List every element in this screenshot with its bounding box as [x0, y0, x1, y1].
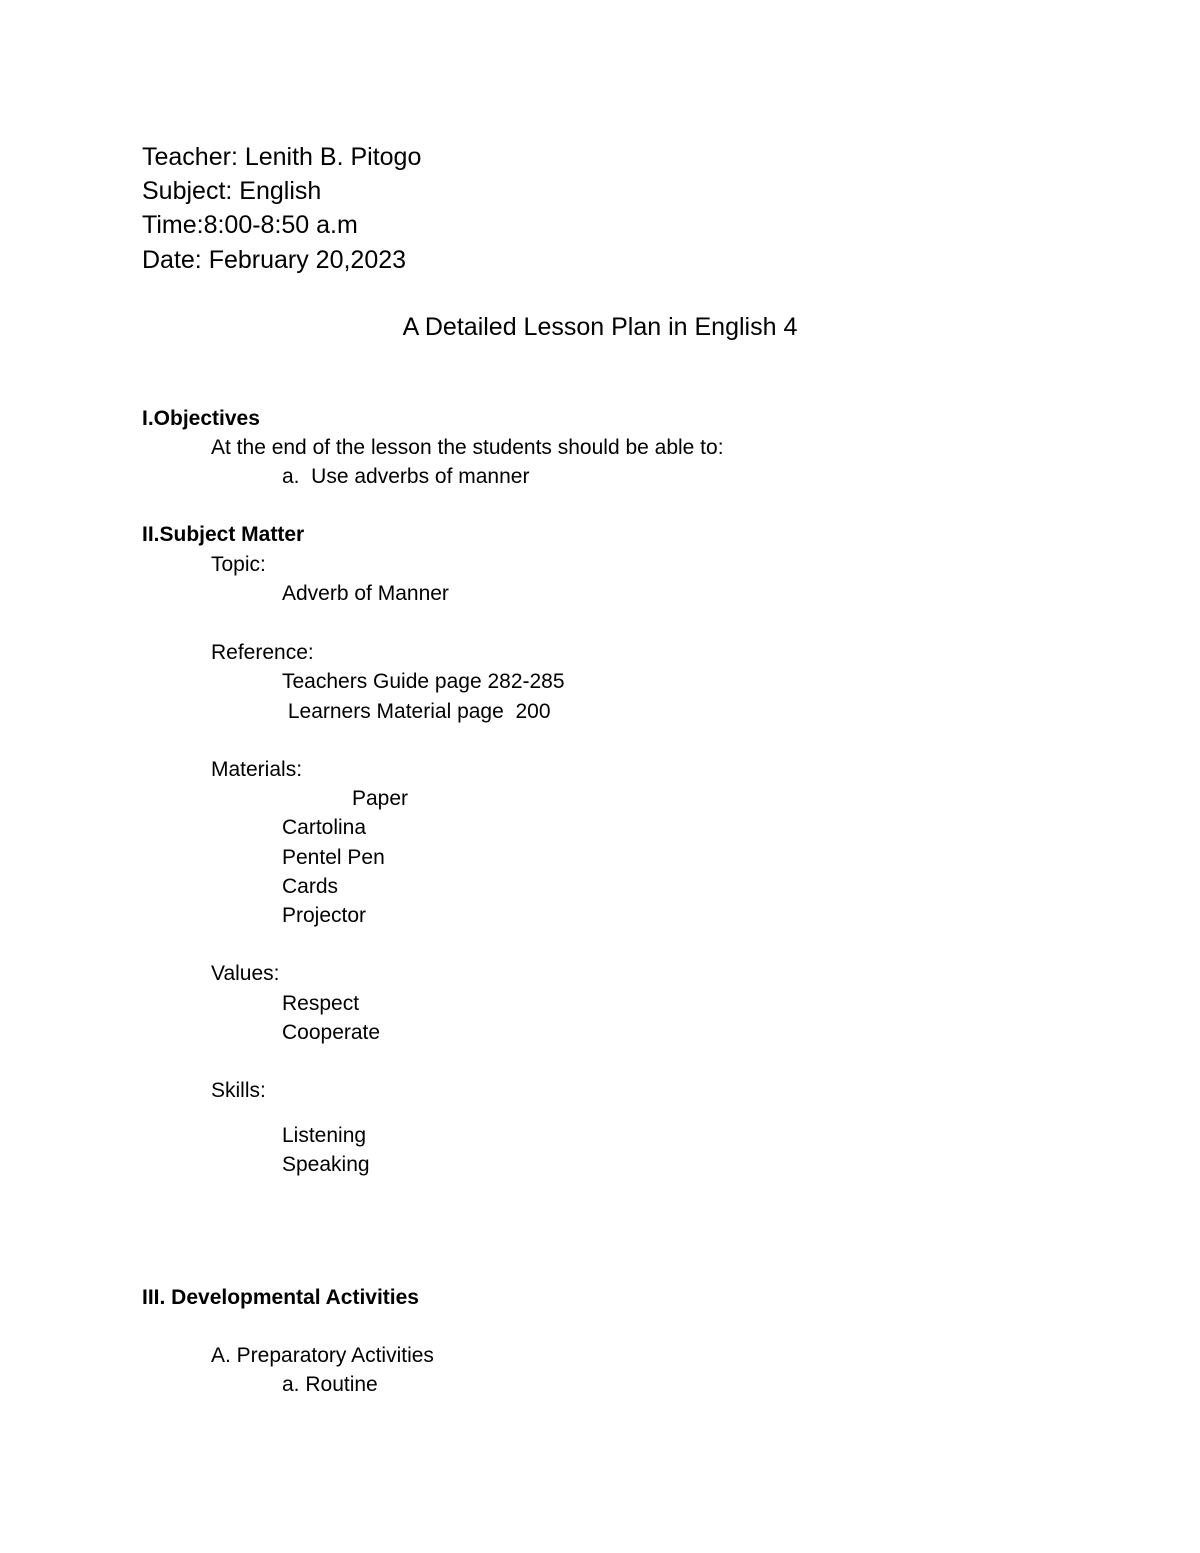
- reference-label: Reference:: [211, 641, 314, 664]
- teacher-line: Teacher: Lenith B. Pitogo: [142, 143, 422, 171]
- material-item: Cartolina: [282, 816, 367, 839]
- routine-item: a. Routine: [282, 1373, 378, 1396]
- material-item: Projector: [282, 904, 367, 927]
- date-line: Date: February 20,2023: [142, 246, 407, 274]
- value-item: Cooperate: [282, 1021, 381, 1044]
- topic-label: Topic:: [211, 553, 266, 576]
- preparatory-activities: A. Preparatory Activities: [211, 1344, 434, 1367]
- objectives-heading: I.Objectives: [142, 407, 260, 430]
- skill-item: Speaking: [282, 1153, 370, 1176]
- material-item: Pentel Pen: [282, 846, 385, 869]
- subject-matter-heading: II.Subject Matter: [142, 523, 305, 546]
- skills-label: Skills:: [211, 1079, 266, 1102]
- material-item: Cards: [282, 875, 339, 898]
- values-label: Values:: [211, 962, 280, 985]
- objectives-intro: At the end of the lesson the students should be able to:: [211, 436, 724, 459]
- value-item: Respect: [282, 992, 360, 1015]
- reference-item: Teachers Guide page 282-285: [282, 670, 565, 693]
- developmental-heading: III. Developmental Activities: [142, 1286, 419, 1309]
- skill-item: Listening: [282, 1124, 367, 1147]
- topic-value: Adverb of Manner: [282, 582, 449, 605]
- time-line: Time:8:00-8:50 a.m: [142, 211, 358, 239]
- objective-item: a. Use adverbs of manner: [282, 465, 530, 488]
- material-item: Paper: [352, 787, 409, 810]
- document-title: A Detailed Lesson Plan in English 4: [402, 313, 798, 341]
- subject-line: Subject: English: [142, 177, 322, 205]
- materials-label: Materials:: [211, 758, 303, 781]
- reference-item: Learners Material page 200: [282, 700, 551, 723]
